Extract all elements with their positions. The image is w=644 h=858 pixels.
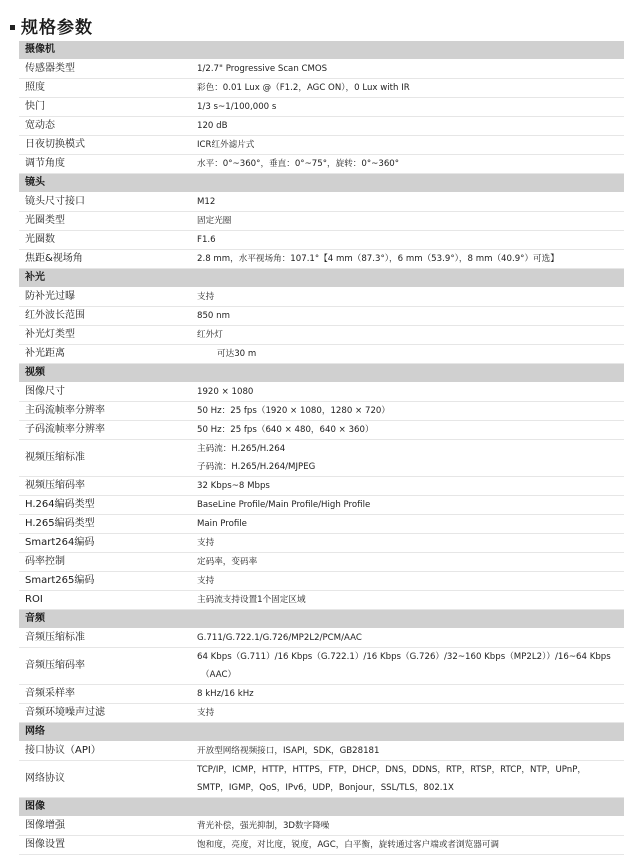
spec-value: 50 Hz：25 fps（640 × 480，640 × 360）: [197, 425, 374, 435]
spec-value-cell: [191, 193, 624, 212]
spec-row: [19, 79, 624, 98]
spec-value: BaseLine Profile/Main Profile/High Profile: [197, 500, 371, 510]
spec-label: 焦距&视场角: [19, 250, 191, 269]
spec-row: [19, 117, 624, 136]
section-header: [19, 610, 624, 629]
spec-row: [19, 742, 624, 761]
spec-value-cell: [191, 629, 624, 648]
spec-value-cell: [191, 553, 624, 572]
spec-label: 日夜切换模式: [19, 136, 191, 155]
spec-label: H.265编码类型: [19, 515, 191, 534]
spec-value-cell: [191, 477, 624, 496]
spec-value: 1920 × 1080: [197, 387, 254, 397]
spec-value-cell: [191, 212, 624, 231]
spec-value-cell: [191, 817, 624, 836]
spec-value-cell: [191, 326, 624, 345]
spec-value: 支持: [197, 292, 215, 302]
spec-value-cell: [191, 402, 624, 421]
spec-value-cell: [191, 591, 624, 610]
spec-row: [19, 231, 624, 250]
spec-label: 码率控制: [19, 553, 191, 572]
spec-table: [19, 41, 624, 855]
spec-label: 音频压缩码率: [19, 648, 191, 685]
spec-value-cell: [191, 79, 624, 98]
spec-row: [19, 440, 624, 477]
spec-row: [19, 836, 624, 855]
spec-row: [19, 591, 624, 610]
spec-label: 防补光过曝: [19, 288, 191, 307]
spec-label: 照度: [19, 79, 191, 98]
spec-value: 850 nm: [197, 311, 230, 321]
spec-value: 支持: [197, 708, 215, 718]
spec-value-cell: [191, 440, 624, 477]
spec-row: [19, 421, 624, 440]
spec-value-cell: [191, 155, 624, 174]
spec-value-cell: [191, 250, 624, 269]
spec-value: 主码流支持设置1个固定区域: [197, 595, 306, 605]
spec-value-cell: [191, 685, 624, 704]
spec-value: 水平：0°~360°，垂直：0°~75°，旋转：0°~360°: [197, 159, 400, 169]
spec-value: 红外灯: [197, 330, 223, 340]
spec-value: 50 Hz：25 fps（1920 × 1080，1280 × 720）: [197, 406, 390, 416]
section-header: [19, 364, 624, 383]
spec-value-cell: [191, 572, 624, 591]
section-header: [19, 798, 624, 817]
spec-label: 音频压缩标准: [19, 629, 191, 648]
spec-value: 饱和度，亮度，对比度，锐度，AGC，白平衡，旋转通过客户端或者浏览器可调: [197, 840, 499, 850]
spec-label: 补光距离: [19, 345, 191, 364]
spec-row: [19, 534, 624, 553]
spec-value: G.711/G.722.1/G.726/MP2L2/PCM/AAC: [197, 633, 362, 643]
spec-value-cell: [191, 515, 624, 534]
spec-value: 主码流：H.265/H.264: [197, 444, 286, 454]
spec-label: Smart265编码: [19, 572, 191, 591]
spec-label: 主码流帧率分辨率: [19, 402, 191, 421]
spec-value-cell: [191, 836, 624, 855]
spec-value-line2: SMTP，IGMP，QoS，IPv6，UDP，Bonjour，SSL/TLS，802.1X: [197, 783, 454, 793]
spec-value-cell: [191, 421, 624, 440]
spec-value: Main Profile: [197, 519, 247, 529]
section-title: 镜头: [19, 174, 624, 193]
spec-label: 视频压缩标准: [19, 440, 191, 477]
spec-row: [19, 477, 624, 496]
spec-value-cell: [191, 231, 624, 250]
spec-value-cell: [191, 136, 624, 155]
spec-label: 音频环境噪声过滤: [19, 704, 191, 723]
spec-value: 支持: [197, 538, 215, 548]
spec-label: 补光灯类型: [19, 326, 191, 345]
spec-row: [19, 155, 624, 174]
section-title: 补光: [19, 269, 624, 288]
spec-row: [19, 383, 624, 402]
section-title: 摄像机: [19, 41, 624, 60]
spec-value-line2: 子码流：H.265/H.264/MJPEG: [197, 462, 316, 472]
spec-value: 64 Kbps（G.711）/16 Kbps（G.722.1）/16 Kbps（G.726）/32~160 Kbps（MP2L2））/16~64 Kbps: [197, 652, 611, 662]
spec-value-cell: [191, 288, 624, 307]
spec-value-cell: [191, 534, 624, 553]
section-title: 音频: [19, 610, 624, 629]
spec-value: 1/3 s~1/100,000 s: [197, 102, 277, 112]
spec-value-cell: [191, 345, 624, 364]
spec-row: [19, 136, 624, 155]
spec-label: Smart264编码: [19, 534, 191, 553]
section-title: 图像: [19, 798, 624, 817]
spec-value: F1.6: [197, 235, 216, 245]
spec-row: [19, 629, 624, 648]
spec-value: 120 dB: [197, 121, 228, 131]
spec-row: [19, 250, 624, 269]
spec-row: [19, 60, 624, 79]
section-header: [19, 723, 624, 742]
spec-value-cell: [191, 704, 624, 723]
spec-row: [19, 402, 624, 421]
spec-value: 可达30 m: [217, 349, 257, 359]
spec-label: 音频采样率: [19, 685, 191, 704]
section-header: [19, 41, 624, 60]
spec-value-cell: [191, 60, 624, 79]
spec-label: 镜头尺寸接口: [19, 193, 191, 212]
spec-value: 8 kHz/16 kHz: [197, 689, 254, 699]
spec-label: 红外波长范围: [19, 307, 191, 326]
spec-row: [19, 326, 624, 345]
spec-label: 图像尺寸: [19, 383, 191, 402]
section-header: [19, 269, 624, 288]
spec-value: M12: [197, 197, 216, 207]
spec-value-cell: [191, 742, 624, 761]
spec-row: [19, 496, 624, 515]
page-title-bar: [10, 12, 93, 38]
spec-value: 32 Kbps~8 Mbps: [197, 481, 270, 491]
spec-label: H.264编码类型: [19, 496, 191, 515]
spec-row: [19, 307, 624, 326]
spec-value: 彩色：0.01 Lux @（F1.2，AGC ON），0 Lux with IR: [197, 83, 410, 93]
spec-row: [19, 212, 624, 231]
spec-row: [19, 685, 624, 704]
spec-row: [19, 193, 624, 212]
spec-value: 固定光圈: [197, 216, 232, 226]
spec-label: 网络协议: [19, 761, 191, 798]
spec-value-cell: [191, 383, 624, 402]
spec-label: 光圈类型: [19, 212, 191, 231]
spec-value: 背光补偿，强光抑制，3D数字降噪: [197, 821, 330, 831]
spec-row: [19, 648, 624, 685]
spec-value: 2.8 mm，水平视场角：107.1°【4 mm（87.3°），6 mm（53.9°），8 mm（40.9°）可选】: [197, 254, 559, 264]
spec-label: 图像增强: [19, 817, 191, 836]
section-header: [19, 174, 624, 193]
page-title: 规格参数: [21, 17, 93, 38]
spec-label: 传感器类型: [19, 60, 191, 79]
spec-value: 开放型网络视频接口，ISAPI，SDK，GB28181: [197, 746, 380, 756]
spec-row: [19, 761, 624, 798]
spec-value-cell: [191, 761, 624, 798]
spec-row: [19, 98, 624, 117]
spec-label: 接口协议（API）: [19, 742, 191, 761]
spec-label: 宽动态: [19, 117, 191, 136]
spec-row: [19, 572, 624, 591]
spec-label: 子码流帧率分辨率: [19, 421, 191, 440]
spec-label: ROI: [19, 591, 191, 610]
spec-label: 图像设置: [19, 836, 191, 855]
spec-value: 支持: [197, 576, 215, 586]
spec-value-cell: [191, 496, 624, 515]
spec-row: [19, 817, 624, 836]
spec-row: [19, 515, 624, 534]
spec-row: [19, 704, 624, 723]
spec-value: 定码率，变码率: [197, 557, 258, 567]
section-title: 网络: [19, 723, 624, 742]
spec-value-cell: [191, 648, 624, 685]
spec-value-cell: [191, 307, 624, 326]
spec-value: 1/2.7" Progressive Scan CMOS: [197, 64, 328, 74]
spec-row: [19, 345, 624, 364]
spec-value: ICR红外滤片式: [197, 140, 255, 150]
spec-label: 调节角度: [19, 155, 191, 174]
spec-label: 快门: [19, 98, 191, 117]
spec-label: 光圈数: [19, 231, 191, 250]
spec-value-cell: [191, 117, 624, 136]
title-bullet: [10, 25, 15, 30]
spec-value: TCP/IP，ICMP，HTTP，HTTPS，FTP，DHCP，DNS，DDNS，RTP，RTSP，RTCP，NTP，UPnP，: [197, 765, 587, 775]
spec-label: 视频压缩码率: [19, 477, 191, 496]
spec-value-line2: （AAC）: [201, 670, 237, 680]
spec-value-cell: [191, 98, 624, 117]
spec-row: [19, 553, 624, 572]
spec-row: [19, 288, 624, 307]
section-title: 视频: [19, 364, 624, 383]
